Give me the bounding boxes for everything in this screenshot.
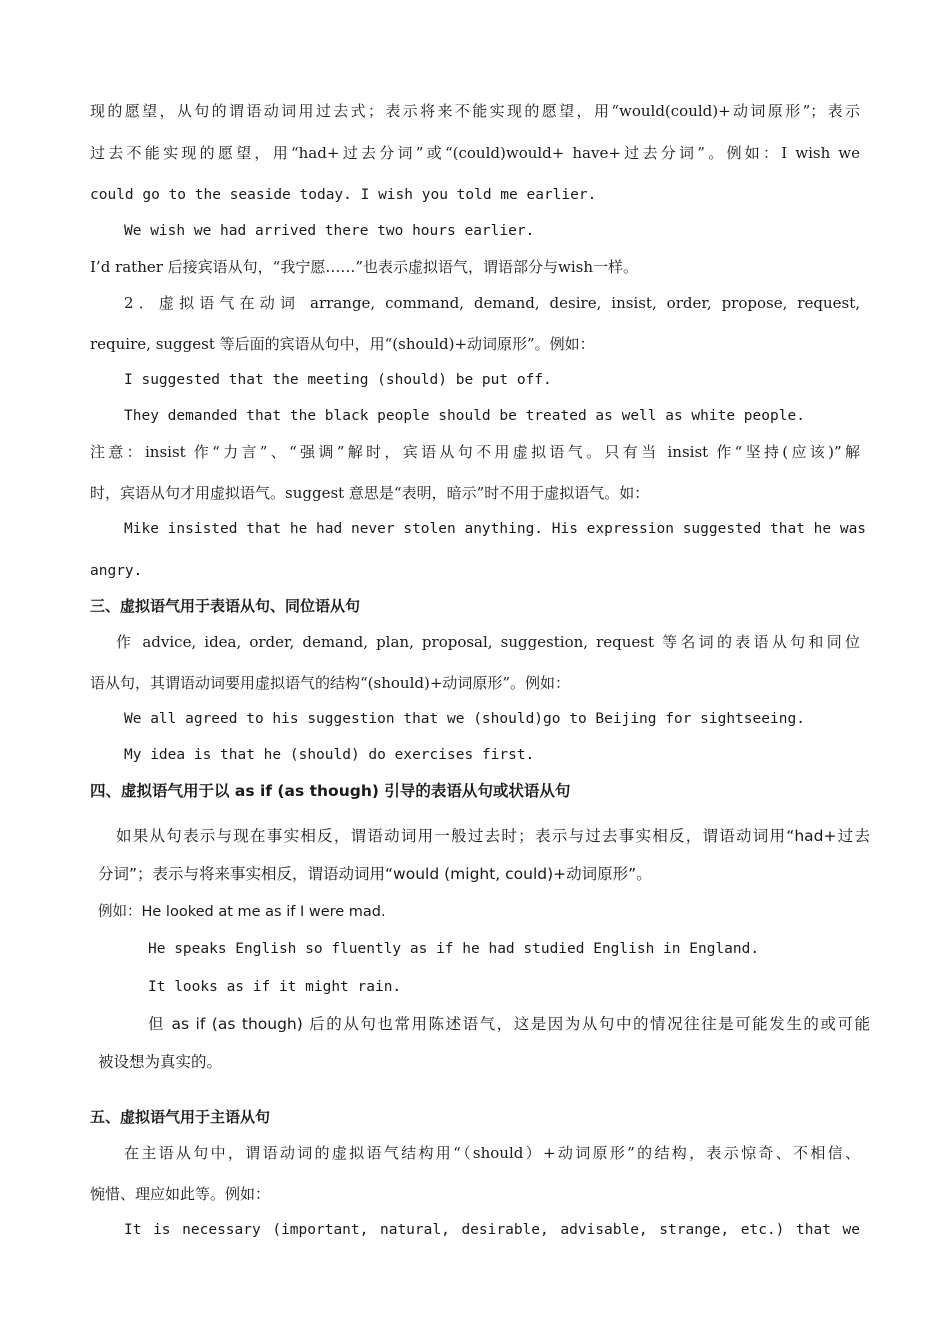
example-sentence: We all agreed to his suggestion that we (should)go to Beijing for sightseeing.: [124, 711, 805, 727]
text-line: angry.: [90, 563, 143, 579]
text-line: 语从句，其谓语动词要用虚拟语气的结构“(should)+动词原形”。例如：: [90, 674, 571, 692]
example-sentence: It looks as if it might rain.: [148, 979, 402, 995]
example-sentence: 例如：He looked at me as if I were mad.: [98, 904, 386, 920]
text-line: 分词”；表示与将来事实相反，谓语动词用“would (might, could)+动词原形”。: [98, 865, 652, 883]
section-heading: 三、虚拟语气用于表语从句、同位语从句: [90, 597, 361, 615]
note-line: 注意：insist 作“力言”、“强调”解时，宾语从句不用虚拟语气。只有当 insist 作“坚持(应该)”解: [90, 443, 860, 461]
text-line: 在主语从句中，谓语动词的虚拟语气结构用“（should）+动词原形”的结构，表示惊奇、不相信、: [124, 1144, 860, 1162]
section-heading: 四、虚拟语气用于以 as if (as though) 引导的表语从句或状语从句: [90, 782, 571, 800]
text-line: 现的愿望，从句的谓语动词用过去式；表示将来不能实现的愿望，用“would(could)+动词原形”；表示: [90, 102, 860, 120]
text-line: 但 as if (as though) 后的从句也常用陈述语气，这是因为从句中的情况往往是可能发生的或可能: [148, 1015, 870, 1033]
text-line: 如果从句表示与现在事实相反，谓语动词用一般过去时；表示与过去事实相反，谓语动词用“had+过去: [116, 827, 870, 845]
note-line: 时，宾语从句才用虚拟语气。suggest 意思是“表明，暗示”时不用于虚拟语气。如：: [90, 484, 650, 502]
example-sentence: Mike insisted that he had never stolen anything. His expression suggested that he was: [124, 521, 867, 537]
text-line: could go to the seaside today. I wish you told me earlier.: [90, 187, 597, 203]
rule-item: 2．虚拟语气在动词 arrange, command, demand, desire, insist, order, propose, request,: [124, 294, 860, 312]
example-sentence: It is necessary (important, natural, desirable, advisable, strange, etc.) that we: [124, 1222, 860, 1238]
text-line: 惋惜、理应如此等。例如：: [90, 1185, 271, 1203]
example-sentence: They demanded that the black people should be treated as well as white people.: [124, 408, 805, 424]
example-sentence: I suggested that the meeting (should) be put off.: [124, 372, 552, 388]
text-line: I’d rather 后接宾语从句，“我宁愿……”也表示虚拟语气，谓语部分与wish一样。: [90, 258, 639, 276]
text-line: 作 advice, idea, order, demand, plan, proposal, suggestion, request 等名词的表语从句和同位: [116, 633, 860, 651]
example-sentence: He speaks English so fluently as if he had studied English in England.: [148, 941, 760, 957]
text-line: 被设想为真实的。: [98, 1053, 223, 1071]
example-sentence: We wish we had arrived there two hours earlier.: [124, 223, 535, 239]
text-line: 过去不能实现的愿望，用“had+过去分词”或“(could)would+ have+过去分词”。例如：I wish we: [90, 144, 860, 162]
text-line: require, suggest 等后面的宾语从句中，用“(should)+动词原形”。例如：: [90, 335, 595, 353]
section-heading: 五、虚拟语气用于主语从句: [90, 1108, 271, 1126]
example-sentence: My idea is that he (should) do exercises first.: [124, 747, 535, 763]
